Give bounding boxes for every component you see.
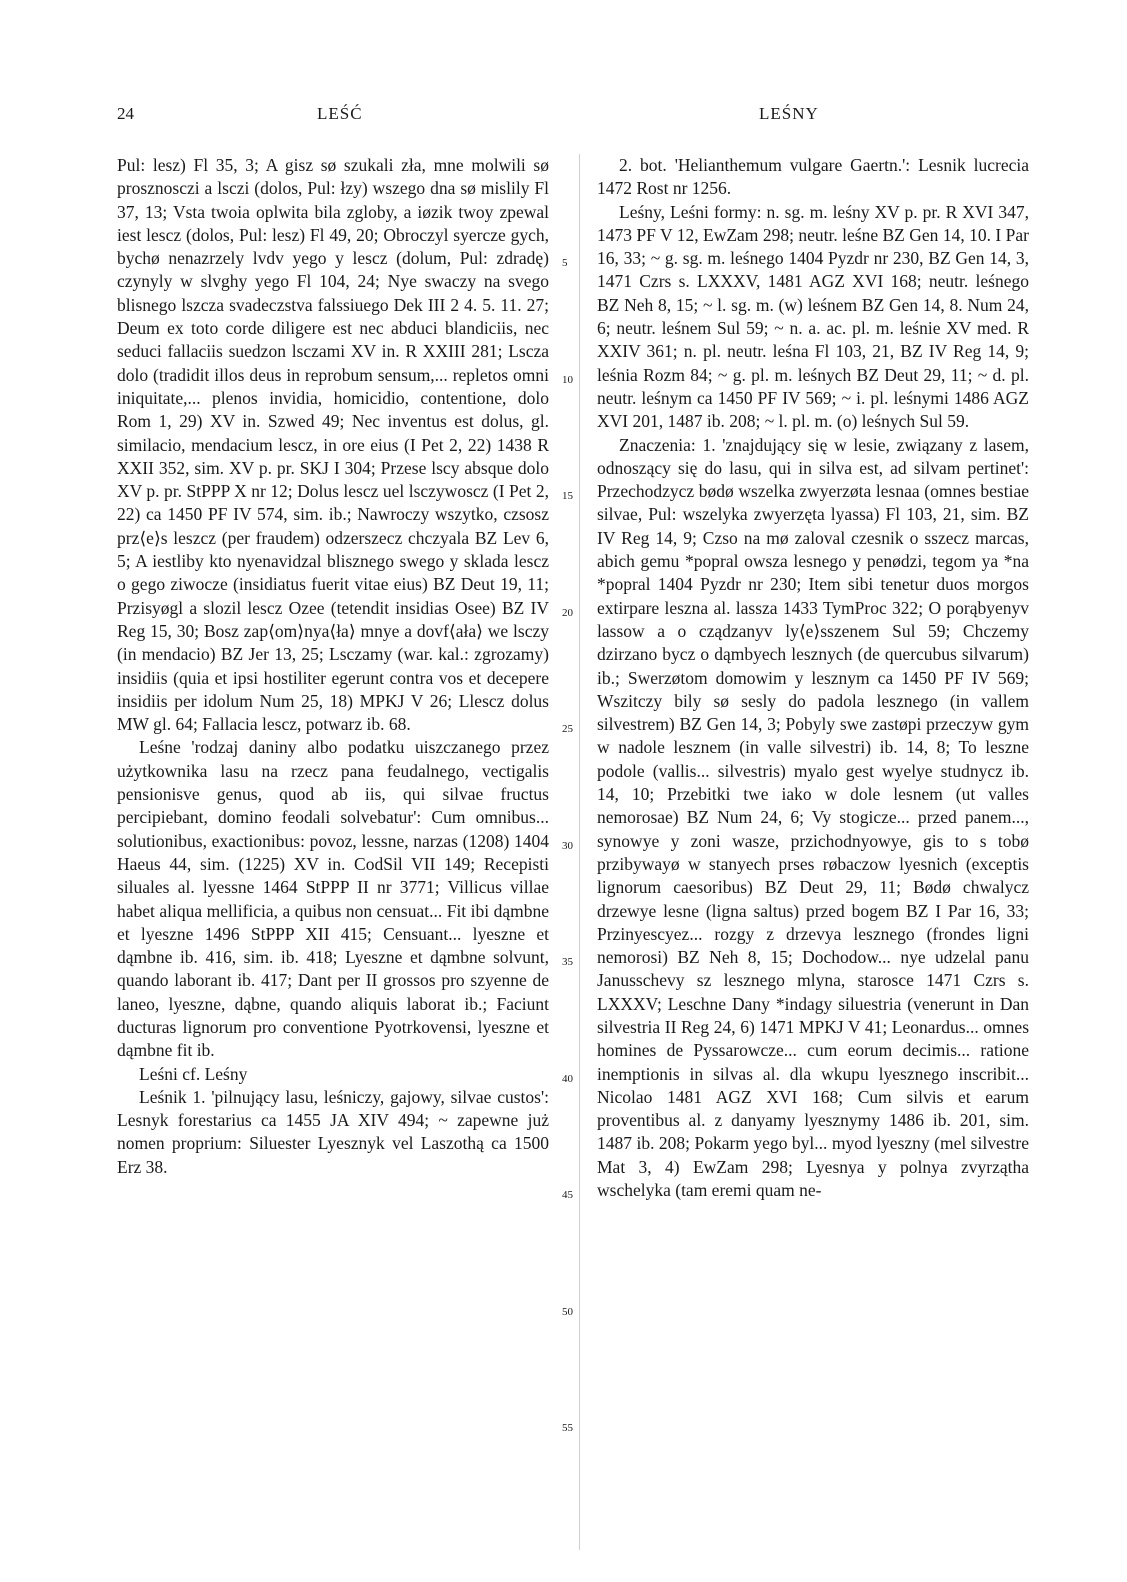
line-number: 20 [562, 607, 573, 619]
line-number: 30 [562, 840, 573, 852]
entry-lesc-continuation: Pul: lesz) Fl 35, 3; A gisz sø szukali zła, mne molwili sø prosznosczi a lsczi (dolos, Pul: łzy) wszego dna sø mislily Fl 37, 13; Vsta twoia oplwita bila zgloby, a iøzik twoy zpewal iest lescz (dolos, Pul: lesz) Fl 49, 20; Obroczyl syercze gych, bychø nenazrzely lvdv yego y lescz (dolum, Pul: zdradę) czynyly w slvghy yego Fl 104, 24; Nye swaczy na svego blisnego lszcza svadeczstva falssiuego Dek III 2 4. 5. 11. 27; Deum ex toto corde diligere est nec abduci blandiciis, nec seduci fallaciis suedzon lsczami XV in. R XXIII 281; Lscza dolo (tradidit illos deus in reprobum sensum,... repletos omni iniquitate,... plenos invidia, homicidio, contentione, dolo Rom 1, 29) XV in. Szwed 49; Nec inventus est dolus, gl. similacio, mendacium lescz, in ore eius (I Pet 2, 22) 1438 R XXII 352, sim. XV p. pr. SKJ I 304; Przese lscy absque dolo XV p. pr. StPPP X nr 12; Dolus lescz uel lsczywoscz (I Pet 2, 22) ca 1450 PF IV 574, sim. ib.; Nawroczy wszytko, czsosz prz⟨e⟩s leszcz (per fraudem) odzerszecz chczyala BZ Lev 6, 5; A iestliby kto nyenavidzal blisznego swego y sklada lescz o gego ziwocze (insidiatus fuerit vitae eius) BZ Deut 19, 11; Przisyøgl a slozil lescz Ozee (tetendit insidias Osee) BZ IV Reg 15, 30; Bosz zap⟨om⟩nya⟨ła⟩ mnye a dovf⟨ała⟩ we lsczy (in mendacio) BZ Jer 13, 25; Lsczamy (war. kal.: zgrozamy) insidiis (quia et ipsi hostiliter egerunt contra vos et decepere insidiis per idolum Num 25, 18) MPKJ V 26; Llescz dolus MW gl. 64; Fallacia lescz, potwarz ib. 68. [117, 155, 549, 735]
entry-lesnik: Leśnik 1. 'pilnujący lasu, leśniczy, gajowy, silvae custos': Lesnyk forestarius ca 1455 JA XIV 494; ~ zapewne już nomen proprium: Siluester Lyesznyk vel Laszothą ca 1500 Erz 38. [117, 1086, 549, 1177]
line-number: 35 [562, 956, 573, 968]
line-number: 50 [562, 1306, 573, 1318]
line-number: 25 [562, 723, 573, 735]
line-number: 40 [562, 1073, 573, 1085]
right-headword: LEŚNY [759, 104, 819, 123]
right-column [597, 154, 1029, 1202]
entry-lesny-forms: Leśny, Leśni formy: n. sg. m. leśny XV p. pr. R XVI 347, 1473 PF V 12, EwZam 298; neutr. leśne BZ Gen 14, 10. I Par 16, 33; ~ g. sg. m. leśnego 1404 Pyzdr nr 230, BZ Gen 14, 3, 1471 Czrs s. LXXXV, 1481 AGZ XVI 168; neutr. leśnego BZ Neh 8, 15; ~ l. sg. m. (w) leśnem BZ Gen 14, 8. Num 24, 6; neutr. leśnem Sul 59; ~ n. a. ac. pl. m. leśnie XV med. R XXIV 361; n. pl. neutr. leśna Fl 103, 21, BZ IV Reg 14, 9; leśnia Rozm 84; ~ g. pl. m. leśnych BZ Deut 29, 11; ~ d. pl. neutr. leśnym ca 1450 PF IV 569; ~ i. pl. leśnymi 1486 AGZ XVI 201, 1487 ib. 208; ~ l. pl. m. (o) leśnych Sul 59. [597, 201, 1029, 432]
entry-lesnik-sense-2: 2. bot. 'Helianthemum vulgare Gaertn.': Lesnik lucrecia 1472 Rost nr 1256. [597, 155, 1029, 199]
line-number: 5 [562, 257, 568, 269]
entry-lesne: Leśne 'rodzaj daniny albo podatku uiszczanego przez użytkownika lasu na rzecz pana feudalnego, vectigalis pensionisve genus, quod ab iis, qui silvae fructus percipiebant, domino feodali solvebatur': Cum omnibus... solutionibus, exactionibus: povoz, lessne, narzas (1208) 1404 Haeus 44, sim. (1225) XV in. CodSil VII 149; Recepisti siluales al. lyessne 1464 StPPP II nr 3771; Villicus villae habet aliqua mellificia, a quibus non censuat... Fit ibi dąmbne et lyeszne 1496 StPPP XII 415; Censuant... lyeszne et dąmbne ib. 416, sim. ib. 418; Lyeszne et dąmbne solvunt, quando laborant ib. 417; Dant per II grossos pro szyenne de laneo, lyeszne, dąbne, quando aliquis laborat ib.; Faciunt ducturas lignorum pro conventione Pyotrkovensi, lyeszne et dąmbne fit ib. [117, 737, 549, 1061]
page-number: 24 [117, 104, 134, 123]
line-number: 45 [562, 1189, 573, 1201]
line-number: 10 [562, 374, 573, 386]
entry-lesni: Leśni cf. Leśny [139, 1063, 248, 1084]
line-number: 15 [562, 490, 573, 502]
column-divider [579, 154, 580, 1550]
line-number: 55 [562, 1422, 573, 1434]
line-number-gutter [560, 154, 578, 1554]
left-headword: LEŚĆ [317, 104, 363, 123]
running-header [0, 104, 1127, 128]
entry-lesny-meanings: Znaczenia: 1. 'znajdujący się w lesie, związany z lasem, odnoszący się do lasu, qui in silva est, ad silvam pertinet': Przechodzycz bødø wszelka zwyerzøta lesnaa (omnes bestiae silvae, Pul: wszelyka zwyerzęta lyassa) Fl 103, 21, sim. BZ IV Reg 14, 9; Czso na mø zaloval czesnik o sszecz marcas, abich gemu *popral owsza lesnego y penødzi, tegom ya *na *popral 1404 Pyzdr nr 230; Item sibi tenetur duos morgos extirpare leszna al. lassza 1433 TymProc 322; O porąbyenyv lassow a o cządzanyv ly⟨e⟩sszenem Sul 59; Chczemy dzirzano bycz o dąmbyech lesznych (de quercubus silvarum) ib.; Swerzøtom domowim y lesznym ca 1450 PF IV 569; Wszitczy bily sø sesly do padola lesznego (in vallem silvestrem) BZ Gen 14, 3; Pobyly swe zastøpi przeczyw gym w nadole lesznem (in valle silvestri) ib. 14, 8; To leszne podole (vallis... silvestris) myalo gest wyelye studnycz ib. 14, 10; Przebitki twe iako w dole lesnem (ut valles nemorosae) BZ Num 24, 6; Vy stogicze... przed panem..., synowye y zoni wasze, przichodnyowye, gis to s tobø przibywayø w stanyech prses røbaczow lyesnich (exceptis lignorum caesoribus) BZ Deut 29, 11; Bødø chwalycz drzewye lesne (ligna saltus) przed bogem BZ I Par 16, 33; Przinyescyez... rozgy z drzevya lesznego (frondes ligni nemorosi) BZ Neh 8, 15; Dochodow... nye udzelal panu Janusschevy sz lesznego mlyna, starosce 1471 Czrs s. LXXXV; Leschne Dany *indagy siluestria (venerunt in Dan silvestria II Reg 24, 6) 1471 MPKJ V 41; Leonardus... omnes homines de Pyssarowcze... cum eorum decimis... ratione inemptionis in silvas al. dla wkupu lyesznego inscribit... Nicolao 1481 AGZ XVI 168; Cum silvis et earum proventibus al. z danyamy lyesznymy 1486 ib. 201, sim. 1487 ib. 208; Pokarm yego byl... myod lyeszny (mel silvestre Mat 3, 4) EwZam 298; Lyesnya y polnya zvyrzątha wschelyka (tam eremi quam ne- [597, 434, 1029, 1201]
left-column [117, 154, 549, 1179]
